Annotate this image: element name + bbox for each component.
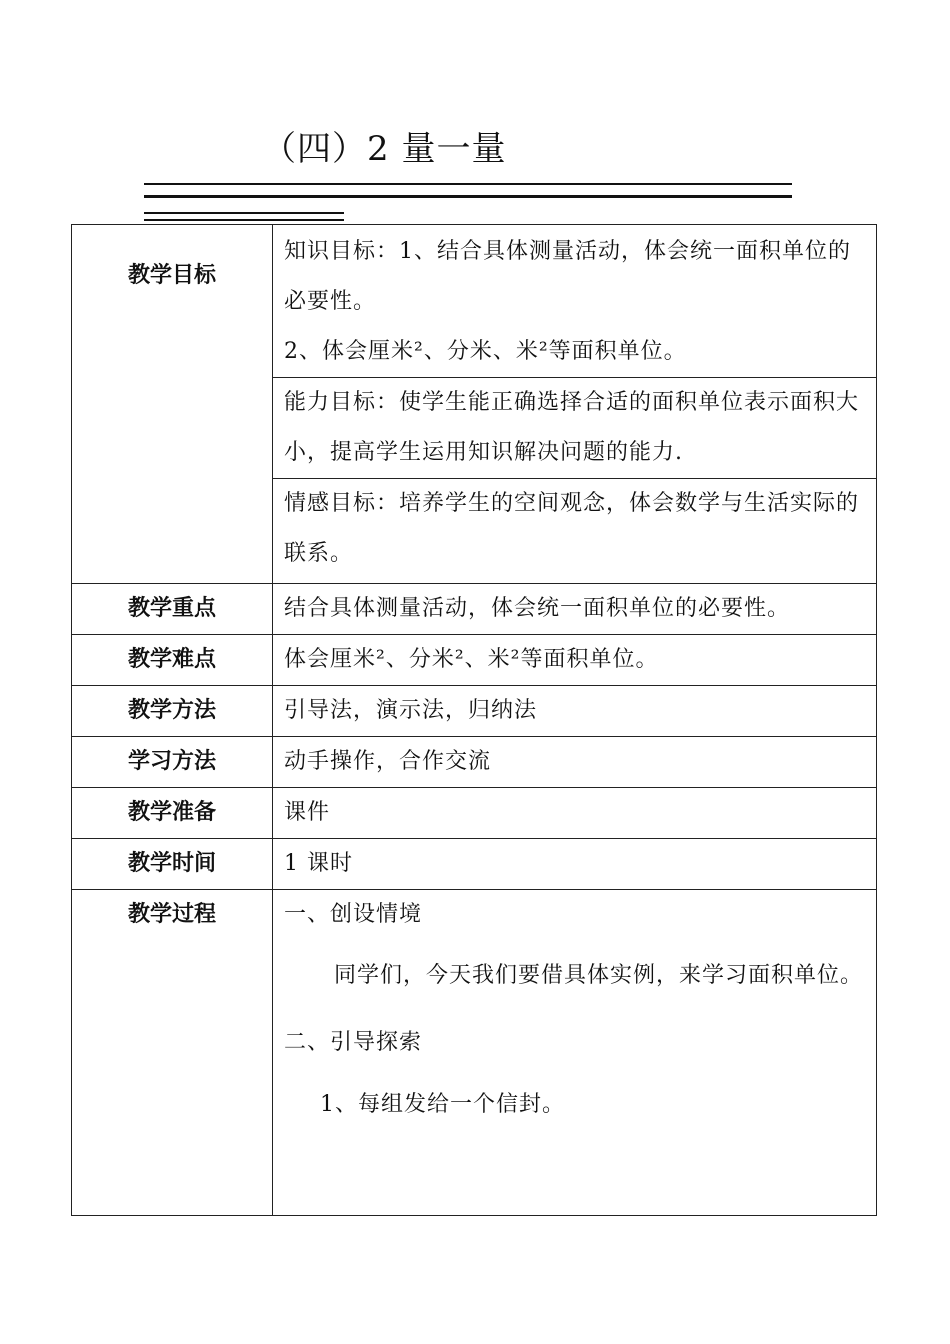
row-label: 教学准备 [127, 800, 216, 825]
table-row [72, 686, 877, 737]
page-title: （四）2 量一量 [262, 129, 507, 169]
process-item: 1、每组发给一个信封。 [320, 1092, 565, 1117]
table-row [72, 584, 877, 635]
row-value: 动手操作，合作交流 [284, 749, 492, 774]
row-value: 引导法，演示法，归纳法 [284, 698, 538, 723]
table-row [72, 225, 877, 378]
knowledge-goal-text-2: 2、体会厘米²、分米、米²等面积单位。 [284, 339, 687, 364]
goals-label-cell [72, 225, 273, 584]
process-paragraph: 同学们，今天我们要借具体实例，来学习面积单位。 [334, 963, 864, 988]
row-value: 1 课时 [284, 851, 353, 876]
ability-goal-text: 能力目标：使学生能正确选择合适的面积单位表示面积大小，提高学生运用知识解决问题的能力. [284, 390, 860, 465]
row-label: 教学过程 [127, 902, 216, 927]
emotion-goal-text: 情感目标：培养学生的空间观念，体会数学与生活实际的联系。 [284, 491, 860, 566]
row-label: 教学难点 [127, 647, 216, 672]
lesson-plan-table [71, 224, 877, 1216]
knowledge-goal-text: 知识目标：1、结合具体测量活动，体会统一面积单位的必要性。 [284, 239, 851, 314]
knowledge-goal-cell [273, 225, 877, 378]
title-underline [144, 183, 792, 185]
section-heading: 二、引导探索 [284, 1030, 423, 1055]
row-label: 教学重点 [127, 596, 216, 621]
row-label: 学习方法 [127, 749, 216, 774]
ability-goal-cell [273, 378, 877, 479]
table-row [72, 737, 877, 788]
row-value: 体会厘米²、分米²、米²等面积单位。 [284, 647, 659, 672]
section-heading: 一、创设情境 [284, 902, 423, 927]
table-row [72, 839, 877, 890]
process-cell [273, 890, 877, 1216]
table-row [72, 890, 877, 1216]
row-value: 结合具体测量活动，体会统一面积单位的必要性。 [284, 596, 791, 621]
table-row [72, 635, 877, 686]
row-label: 教学方法 [127, 698, 216, 723]
title-underline [144, 212, 344, 214]
title-underline [144, 219, 344, 221]
title-underline [144, 195, 792, 198]
emotion-goal-cell [273, 479, 877, 584]
row-value: 课件 [284, 800, 331, 825]
table-row [72, 788, 877, 839]
row-label: 教学时间 [127, 851, 216, 876]
row-label: 教学目标 [127, 263, 216, 288]
